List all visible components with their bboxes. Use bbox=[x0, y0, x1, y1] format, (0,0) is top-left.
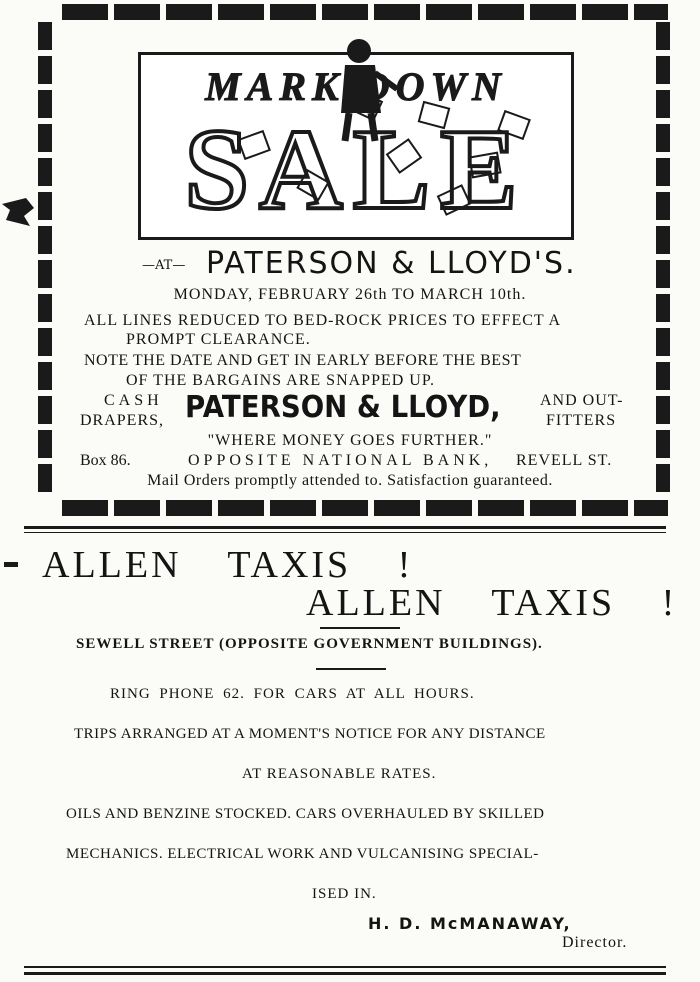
body-line-3: NOTE THE DATE AND GET IN EARLY BEFORE THE BEST bbox=[84, 352, 522, 369]
sale-dates: MONDAY, FEBRUARY 26th TO MARCH 10th. bbox=[173, 286, 527, 303]
ornamental-border-right bbox=[656, 22, 670, 496]
taxi-address: SEWELL STREET (OPPOSITE GOVERNMENT BUILDINGS). bbox=[76, 636, 543, 652]
oils-line: OILS AND BENZINE STOCKED. CARS OVERHAULED BY SKILLED bbox=[66, 806, 545, 822]
ornamental-border-top bbox=[62, 4, 668, 20]
headline-2: ALLEN TAXIS ! bbox=[306, 582, 678, 624]
ised-in-line: ISED IN. bbox=[312, 886, 377, 902]
separator-rule-bottom bbox=[24, 966, 666, 968]
ink-blot-mark bbox=[0, 196, 36, 228]
trips-line: TRIPS ARRANGED AT A MOMENT'S NOTICE FOR ANY DISTANCE bbox=[74, 726, 546, 742]
mechanics-line: MECHANICS. ELECTRICAL WORK AND VULCANISING SPECIAL- bbox=[66, 846, 539, 862]
body-line-1: ALL LINES REDUCED TO BED-ROCK PRICES TO EFFECT A bbox=[84, 312, 562, 329]
banner-sale: SALE bbox=[184, 106, 528, 234]
location: OPPOSITE NATIONAL BANK, bbox=[188, 452, 493, 469]
sale-banner-illustration bbox=[138, 52, 574, 240]
margin-mark bbox=[4, 562, 18, 567]
signatory-title: Director. bbox=[562, 934, 628, 951]
store-heading: PATERSON & LLOYD'S. bbox=[206, 246, 577, 281]
store-name-bold: PATERSON & LLOYD, bbox=[185, 390, 501, 425]
separator-rule-top-thin bbox=[24, 532, 666, 533]
box-number: Box 86. bbox=[80, 452, 131, 469]
slogan: "WHERE MONEY GOES FURTHER." bbox=[207, 432, 493, 449]
at-prefix: —AT— bbox=[142, 258, 186, 273]
body-line-4: OF THE BARGAINS ARE SNAPPED UP. bbox=[126, 372, 435, 389]
mail-orders: Mail Orders promptly attended to. Satisfaction guaranteed. bbox=[147, 472, 553, 489]
banner-mark-down: MARK DOWN bbox=[205, 64, 507, 109]
outfitters-line-1: AND OUT- bbox=[540, 392, 624, 409]
short-rule-1 bbox=[320, 627, 400, 629]
separator-rule-top bbox=[24, 526, 666, 529]
rates-line: AT REASONABLE RATES. bbox=[242, 766, 437, 782]
cash-label: CASH bbox=[104, 392, 163, 409]
headline-1: ALLEN TAXIS ! bbox=[42, 544, 414, 586]
short-rule-2 bbox=[316, 668, 386, 670]
body-line-2: PROMPT CLEARANCE. bbox=[126, 331, 311, 348]
phone-line: RING PHONE 62. FOR CARS AT ALL HOURS. bbox=[110, 686, 475, 702]
separator-rule-bottom-thick bbox=[24, 972, 666, 975]
ornamental-border-left bbox=[38, 22, 52, 496]
signatory-name: H. D. McMANAWAY, bbox=[368, 914, 572, 933]
ornamental-border-bottom bbox=[62, 500, 668, 516]
street-name: REVELL ST. bbox=[516, 452, 613, 469]
drapers-label: DRAPERS, bbox=[80, 412, 165, 429]
outfitters-line-2: FITTERS bbox=[546, 412, 617, 429]
